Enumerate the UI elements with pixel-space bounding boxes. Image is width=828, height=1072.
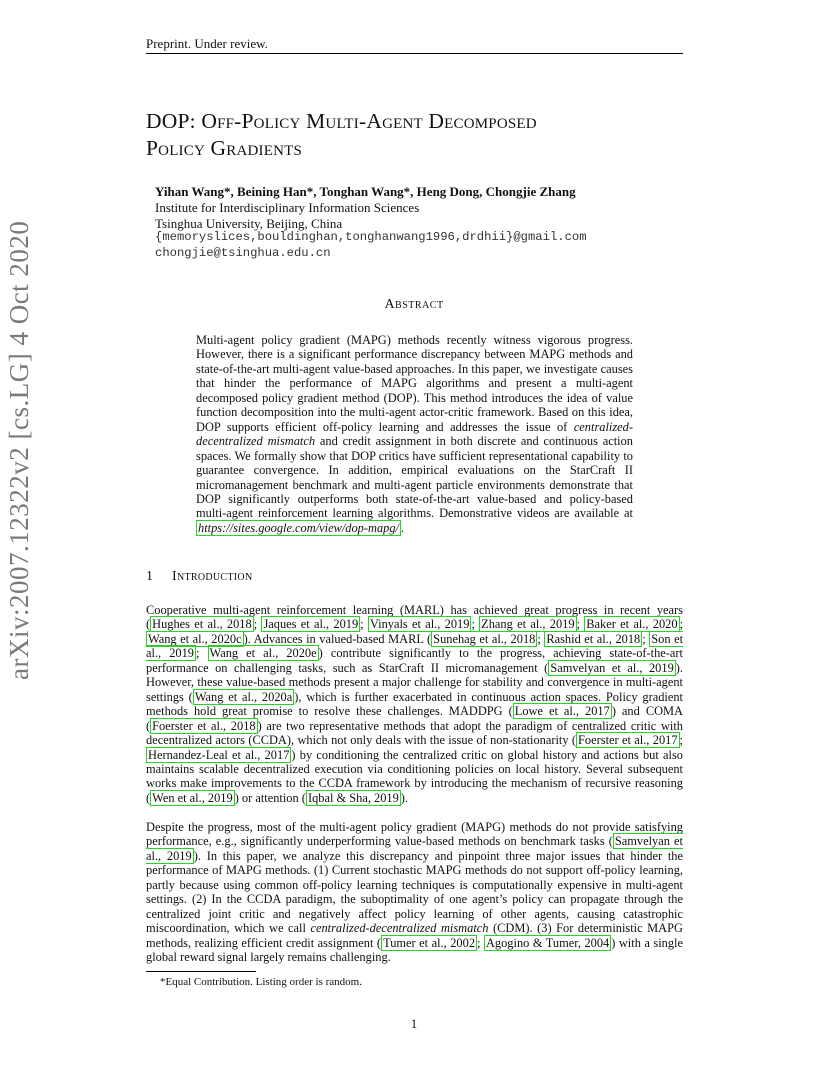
section-heading bbox=[146, 569, 252, 585]
citation-link[interactable]: Son et al., 2019 bbox=[146, 631, 684, 661]
section-number: 1 bbox=[146, 569, 154, 584]
body-text: ; bbox=[471, 617, 480, 632]
body-text: ; bbox=[477, 935, 484, 950]
body-text: Despite the progress, most of the multi-agent policy gradient (MAPG) methods do not provide satisfying performance, e.g., significantly underperforming value-based methods on benchmark tasks ( bbox=[146, 820, 683, 849]
body-text: ). However, these value-based methods present a major challenge for stability and convergence in multi-agent settings ( bbox=[146, 660, 683, 704]
title-line-1: DOP: Off-Policy Multi-Agent Decomposed bbox=[146, 109, 537, 133]
citation-link[interactable]: Rashid et al., 2018 bbox=[546, 631, 641, 646]
body-text: ; bbox=[537, 631, 545, 646]
body-text: ). In this paper, we analyze this discrepancy and pinpoint three major issues that hinder the performance of MAPG methods. (1) Current stochastic MAPG methods do not support off-policy learning, partly because using common off-policy learning techniques is computationally expensive in multi-agent settings. (2) In the CCDA paradigm, the suboptimality of one agent’s policy can propagate through the centralized joint critic and negatively affect policy learning of other agents, causing catastrophic miscoordination, which we call bbox=[146, 848, 683, 936]
paper-title bbox=[146, 108, 537, 162]
header-rule bbox=[146, 53, 683, 54]
abstract-text: . bbox=[400, 520, 405, 535]
citation-link[interactable]: Wang et al., 2020e bbox=[209, 646, 317, 661]
citation-link[interactable]: Foerster et al., 2018 bbox=[152, 718, 256, 733]
abstract-heading: Abstract bbox=[384, 297, 444, 312]
citation-link[interactable]: Wang et al., 2020c bbox=[148, 631, 242, 646]
citation-link[interactable]: Foerster et al., 2017 bbox=[578, 733, 678, 748]
body-text: ) and COMA ( bbox=[146, 704, 683, 733]
citation-link[interactable]: Vinyals et al., 2019 bbox=[369, 617, 470, 632]
email-line-1: {memoryslices,bouldinghan,tonghanwang1996,drdhii}@gmail.com bbox=[155, 230, 587, 244]
abstract-body bbox=[196, 333, 633, 535]
abstract-emphasis: centralized-decentralized mismatch bbox=[196, 419, 633, 449]
body-text: ) by conditioning the centralized critic on global history and actions but also maintains scalable decentralized execution via conditioning policies on local history. Several subsequent works make improvements to the CCDA framework by introducing the mechanism of recursive reasoning ( bbox=[146, 747, 683, 805]
body-text: Cooperative multi-agent reinforcement learning (MARL) has achieved great progress in recent years ( bbox=[146, 603, 683, 632]
email-line-2: chongjie@tsinghua.edu.cn bbox=[155, 245, 331, 260]
body-text: ; bbox=[360, 617, 368, 632]
institute: Institute for Interdisciplinary Information Sciences bbox=[155, 200, 420, 215]
citation-link[interactable]: Hughes et al., 2018 bbox=[152, 617, 252, 632]
citation-link[interactable]: Baker et al., 2020 bbox=[586, 617, 678, 632]
citation-link[interactable]: Tumer et al., 2002 bbox=[383, 935, 476, 950]
affiliation bbox=[155, 200, 419, 231]
intro-paragraph-2 bbox=[146, 820, 683, 965]
body-text: ) contribute significantly to the progress, achieving state-of-the-art performance on challenging tasks, such as StarCraft II micromanagement ( bbox=[146, 646, 683, 675]
abstract-text: Multi-agent policy gradient (MAPG) methods recently witness vigorous progress. However, there is a significant performance discrepancy between MAPG methods and state-of-the-art multi-agent value-based approaches. In this paper, we investigate causes that hinder the performance of MAPG algorithms and present a multi-agent decomposed policy gradient method (DOP). This method introduces the idea of value function decomposition into the multi-agent actor-critic framework. Based on this idea, DOP supports efficient off-policy learning and addresses the issue of bbox=[196, 333, 633, 434]
section-title: Introduction bbox=[172, 569, 253, 584]
citation-link[interactable]: Iqbal & Sha, 2019 bbox=[307, 790, 399, 805]
body-text: ), which is further exacerbated in continuous action spaces. Policy gradient methods hold great promise to resolve these challenges. MADDPG ( bbox=[146, 689, 683, 719]
body-text: ; bbox=[195, 646, 208, 661]
citation-link[interactable]: Agogino & Tumer, 2004 bbox=[485, 935, 610, 950]
body-text: ; bbox=[253, 617, 262, 632]
body-text: ) are two representative methods that adopt the paradigm of centralized critic with decentralized actors (CCDA), which not only deals with the issue of non-stationarity ( bbox=[146, 718, 683, 748]
body-text: (CDM). (3) For deterministic MAPG methods, realizing efficient credit assignment ( bbox=[146, 921, 683, 950]
citation-link[interactable]: Wen et al., 2019 bbox=[152, 790, 233, 805]
arxiv-identifier: arXiv:2007.12322v2 [cs.LG] 4 Oct 2020 bbox=[4, 220, 34, 680]
body-text: ). Advances in valued-based MARL ( bbox=[243, 631, 432, 646]
citation-link[interactable]: Zhang et al., 2019 bbox=[481, 617, 575, 632]
body-text: ) or attention ( bbox=[234, 790, 306, 805]
citation-link[interactable]: Hernandez-Leal et al., 2017 bbox=[148, 747, 290, 762]
body-text: ; bbox=[642, 631, 650, 646]
university: Tsinghua University, Beijing, China bbox=[155, 215, 343, 231]
body-text: ) with a single global reward signal largely remains challenging. bbox=[146, 935, 683, 965]
citation-link[interactable]: Lowe et al., 2017 bbox=[514, 704, 610, 719]
page-number: 1 bbox=[410, 1016, 418, 1031]
emphasis-text: centralized-decentralized mismatch bbox=[310, 921, 489, 936]
citation-link[interactable]: Wang et al., 2020a bbox=[194, 689, 293, 704]
citation-link[interactable]: Samvelyan et al., 2019 bbox=[146, 834, 683, 863]
emails bbox=[155, 230, 587, 261]
title-line-2: Policy Gradients bbox=[146, 136, 303, 160]
citation-link[interactable]: Jaques et al., 2019 bbox=[263, 617, 359, 632]
body-text: ). bbox=[400, 790, 409, 805]
running-head: Preprint. Under review. bbox=[146, 36, 268, 51]
demo-videos-link[interactable]: https://sites.google.com/view/dop-mapg/ bbox=[198, 520, 399, 535]
body-text: ; bbox=[576, 617, 585, 632]
citation-link[interactable]: Samvelyan et al., 2019 bbox=[550, 660, 674, 675]
abstract-text: and credit assignment in both discrete and continuous action spaces. We formally show that DOP critics have sufficient representational capability to guarantee convergence. In addition, empirical evaluations on the StarCraft II micromanagement benchmark and multi-agent particle environments demonstrate that DOP significantly outperforms both state-of-the-art value-based and policy-based multi-agent reinforcement learning algorithms. Demonstrative videos are available at bbox=[196, 434, 633, 521]
author-list: Yihan Wang*, Beining Han*, Tonghan Wang*, Heng Dong, Chongjie Zhang bbox=[155, 184, 576, 199]
footnote-rule bbox=[146, 971, 256, 972]
citation-link[interactable]: Sunehag et al., 2018 bbox=[433, 631, 536, 646]
body-text: ; bbox=[679, 733, 683, 748]
footnote: *Equal Contribution. Listing order is random. bbox=[160, 976, 362, 988]
body-text: ; bbox=[679, 617, 684, 632]
intro-paragraph-1 bbox=[146, 603, 683, 805]
